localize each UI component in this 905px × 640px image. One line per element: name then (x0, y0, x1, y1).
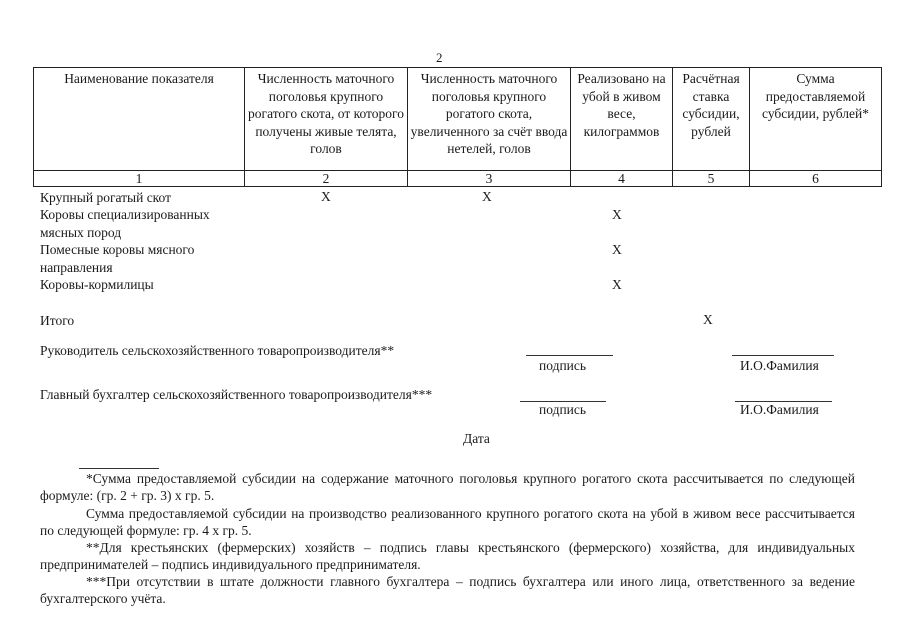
row-label-specialized-cows: Коровы специализированных мясных пород (40, 207, 210, 240)
head-name-line (732, 355, 834, 356)
page-number: 2 (436, 50, 443, 65)
footnote-accountant-absence: ***При отсутствии в штате должности главного бухгалтера – подпись бухгалтера или иного лица, ответственного за ведение бухгалтерского учёта. (40, 574, 855, 606)
row-mark-x: X (482, 189, 492, 204)
row-label-crossbred-cows: Помесные коровы мясного направления (40, 242, 195, 275)
table-header-row (34, 68, 882, 171)
footnote-farm-signature: **Для крестьянских (фермерских) хозяйств – подпись главы крестьянского (фермерского) хозяйства, для индивидуальных предпринимателей – подпись индивидуального предпринимателя. (40, 540, 855, 572)
column-number-row (34, 171, 882, 187)
subsidy-table (33, 67, 882, 187)
head-signature-line (526, 355, 613, 356)
row-label-total: Итого (40, 313, 75, 328)
column-number: 3 (408, 171, 571, 187)
footnote-subsidy-formula: *Сумма предоставляемой субсидии на содержание маточного поголовья крупного рогатого скота рассчитывается по следующей формуле: (гр. 2 + гр. 3) х гр. 5. (40, 471, 855, 503)
row-mark-x: X (612, 277, 622, 292)
row-label-nurse-cows: Коровы-кормилицы (40, 277, 154, 292)
accountant-signature-label: Главный бухгалтер сельскохозяйственного товаропроизводителя*** (40, 387, 433, 402)
column-number: 4 (571, 171, 673, 187)
row-mark-x: X (612, 207, 622, 222)
footnote-live-weight-formula: Сумма предоставляемой субсидии на производство реализованного крупного рогатого скота на убой в живом весе рассчитывается по следующей формуле: гр. 4 х гр. 5. (40, 506, 855, 538)
header-rate: Расчётная ставка субсидии, рублей (673, 68, 750, 171)
column-number: 2 (245, 171, 408, 187)
head-signature-caption: подпись (539, 358, 587, 373)
row-mark-x: X (612, 242, 622, 257)
row-mark-x: X (321, 189, 331, 204)
header-subsidy-sum: Сумма предоставляемой субсидии, рублей* (750, 68, 882, 171)
header-heifers-herd: Численность маточного поголовья крупного рогатого скота, увеличенного за счёт ввода нетелей, голов (408, 68, 571, 171)
header-calves-herd: Численность маточного поголовья крупного рогатого скота, от которого получены живые телята, голов (245, 68, 408, 171)
column-number: 5 (673, 171, 750, 187)
accountant-signature-caption: подпись (539, 402, 587, 417)
header-live-weight: Реализовано на убой в живом весе, килограммов (571, 68, 673, 171)
column-number: 1 (34, 171, 245, 187)
column-number: 6 (750, 171, 882, 187)
row-label-cattle: Крупный рогатый скот (40, 190, 172, 205)
row-mark-x: X (703, 312, 713, 327)
date-label: Дата (463, 431, 490, 446)
header-indicator-name: Наименование показателя (34, 68, 245, 171)
accountant-name-caption: И.О.Фамилия (740, 402, 819, 417)
head-signature-label: Руководитель сельскохозяйственного товаропроизводителя** (40, 343, 395, 358)
head-name-caption: И.О.Фамилия (740, 358, 819, 373)
footnote-divider (79, 468, 159, 469)
